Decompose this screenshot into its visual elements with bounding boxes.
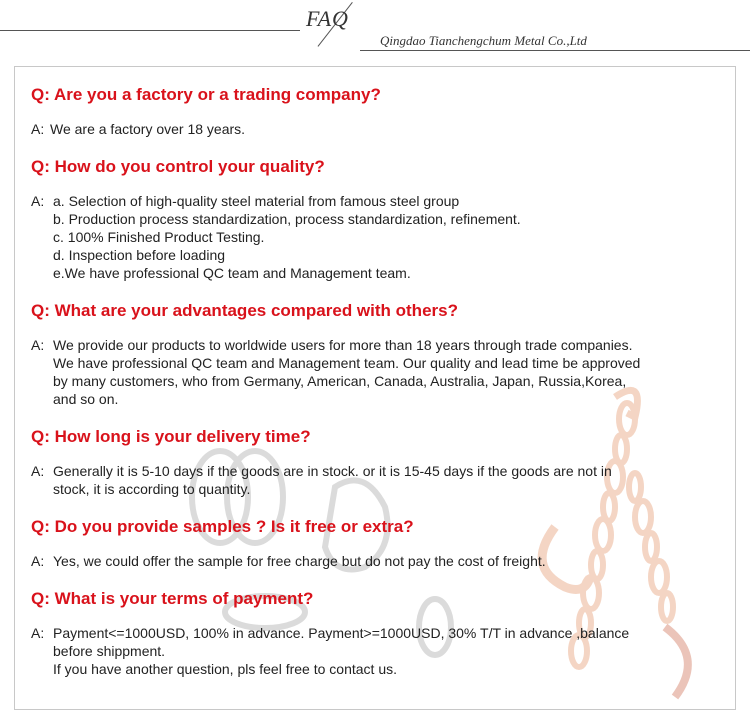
answer-prefix: A:	[31, 193, 45, 209]
faq-question: Q: What are your advantages compared with others?	[31, 301, 458, 320]
answer-prefix: A:	[31, 121, 45, 137]
header	[0, 0, 750, 60]
faq-title: FAQ	[306, 6, 349, 31]
answer-line: If you have another question, pls feel free to contact us.	[53, 661, 397, 677]
answer-prefix: A:	[31, 625, 45, 641]
answer-line: a. Selection of high-quality steel material from famous steel group	[53, 193, 460, 209]
answer-prefix: A:	[31, 553, 45, 569]
answer-line: We provide our products to worldwide users for more than 18 years through trade companies.	[53, 337, 633, 353]
answer-line: Generally it is 5-10 days if the goods are in stock. or it is 15-45 days if the goods are not in	[53, 463, 612, 479]
answer-line: d. Inspection before loading	[53, 247, 226, 263]
faq-question: Q: How long is your delivery time?	[31, 427, 311, 446]
answer-line: Yes, we could offer the sample for free charge but do not pay the cost of freight.	[53, 553, 546, 569]
faq-question: Q: What is your terms of payment?	[31, 589, 314, 608]
answer-prefix: A:	[31, 337, 45, 353]
answer-line: We are a factory over 18 years.	[50, 121, 246, 137]
header-rule-right	[360, 50, 750, 51]
answer-line: before shippment.	[53, 643, 166, 659]
faq-panel	[14, 66, 736, 710]
answer-line: e.We have professional QC team and Management team.	[53, 265, 411, 281]
faq-question: Q: Are you a factory or a trading company?	[31, 85, 381, 104]
answer-line: Payment<=1000USD, 100% in advance. Payment>=1000USD, 30% T/T in advance ,balance	[53, 625, 630, 641]
answer-line: stock, it is according to quantity.	[53, 481, 251, 497]
answer-prefix: A:	[31, 463, 45, 479]
faq-question: Q: How do you control your quality?	[31, 157, 325, 176]
answer-line: b. Production process standardization, process standardization, refinement.	[53, 211, 521, 227]
answer-line: c. 100% Finished Product Testing.	[53, 229, 265, 245]
answer-line: by many customers, who from Germany, American, Canada, Australia, Japan, Russia,Korea,	[53, 373, 627, 389]
header-rule-left	[0, 30, 300, 31]
faq-question: Q: Do you provide samples ? Is it free or extra?	[31, 517, 414, 536]
answer-line: and so on.	[53, 391, 119, 407]
answer-line: We have professional QC team and Management team. Our quality and lead time be approved	[53, 355, 641, 371]
company-name: Qingdao Tianchengchum Metal Co.,Ltd	[380, 33, 587, 48]
